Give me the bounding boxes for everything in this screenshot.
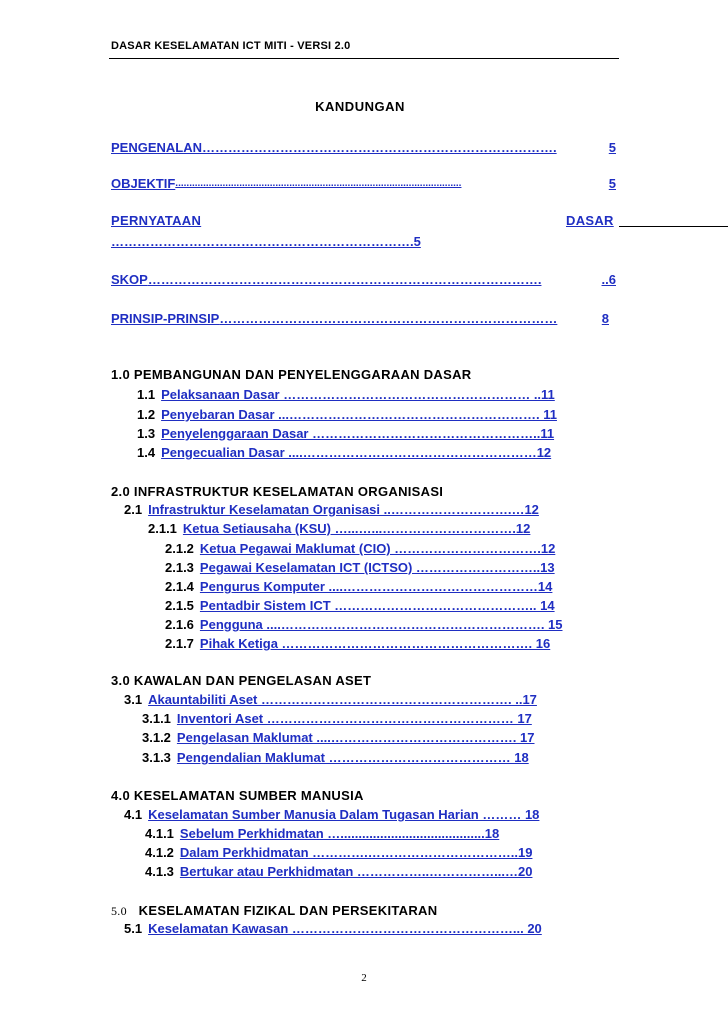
pernyataan-rule <box>619 226 728 227</box>
item-link[interactable]: Pentadbir Sistem ICT ……………………………………….. 14 <box>199 598 555 613</box>
item-link[interactable]: Pihak Ketiga …………………………………………………. 16 <box>199 636 551 651</box>
toc-entry-dots: …………………………………………………………………… <box>219 311 558 326</box>
item-link[interactable]: Dalam Perkhidmatan ………….……………………………..19 <box>179 845 533 860</box>
toc-entry-pernyataan-line2[interactable]: …………………………………………………………….5 <box>111 234 421 249</box>
section-heading-4 <box>111 788 364 803</box>
section-number: 3.0 <box>111 673 130 688</box>
item-number: 4.1 <box>124 807 143 822</box>
toc-item-4-1-2[interactable] <box>145 845 532 861</box>
toc-item-4-1-3[interactable] <box>145 864 532 880</box>
item-link[interactable]: Penyelenggaraan Dasar ……………………………………………..11 <box>161 426 555 441</box>
toc-entry-page: 5 <box>608 176 616 191</box>
item-number: 4.1.2 <box>145 845 174 860</box>
toc-entry-label: SKOP <box>111 272 148 287</box>
section-title: KESELAMATAN FIZIKAL DAN PERSEKITARAN <box>138 903 438 918</box>
toc-entry-objektif[interactable] <box>111 176 616 192</box>
section-title: KAWALAN DAN PENGELASAN ASET <box>133 673 372 688</box>
section-heading-2 <box>111 484 443 499</box>
section-number: 5.0 <box>111 904 127 918</box>
section-heading-1 <box>111 367 471 382</box>
toc-item-5-1[interactable] <box>124 921 542 937</box>
toc-entry-page: ..6 <box>601 272 616 287</box>
toc-entry-page: 5 <box>608 140 616 155</box>
section-heading-3 <box>111 673 371 688</box>
item-number: 2.1.5 <box>165 598 194 613</box>
toc-entry-pernyataan-left[interactable]: PERNYATAAN <box>111 213 202 228</box>
toc-item-3-1-1[interactable] <box>142 711 532 727</box>
item-number: 2.1.1 <box>148 521 177 536</box>
item-link[interactable]: Keselamatan Sumber Manusia Dalam Tugasan Harian ……… 18 <box>148 807 540 822</box>
section-heading-5 <box>111 903 437 919</box>
item-number: 2.1.7 <box>165 636 194 651</box>
toc-item-2-1-1[interactable] <box>148 521 530 537</box>
toc-entry-label: PRINSIP-PRINSIP <box>111 311 220 326</box>
toc-item-2-1-7[interactable] <box>165 636 550 652</box>
item-number: 5.1 <box>124 921 143 936</box>
item-number: 2.1.4 <box>165 579 194 594</box>
toc-item-2-1[interactable] <box>124 502 539 518</box>
toc-item-2-1-3[interactable] <box>165 560 555 576</box>
section-number: 4.0 <box>111 788 130 803</box>
toc-item-1-2[interactable] <box>137 407 557 423</box>
item-number: 1.2 <box>137 407 156 422</box>
item-link[interactable]: Pengecualian Dasar ....………………………………………………12 <box>161 445 552 460</box>
toc-entry-dots: ………………………………………………………………………. <box>202 140 557 155</box>
item-link[interactable]: Akauntabiliti Aset …………………………………………………. ..17 <box>148 692 537 707</box>
item-link[interactable]: Pelaksanaan Dasar ………………………………………………… ..11 <box>161 387 555 402</box>
item-number: 4.1.1 <box>145 826 174 841</box>
toc-item-1-4[interactable] <box>137 445 551 461</box>
toc-item-2-1-5[interactable] <box>165 598 555 614</box>
toc-item-3-1[interactable] <box>124 692 537 708</box>
document-header-title: DASAR KESELAMATAN ICT MITI - VERSI 2.0 <box>111 40 351 52</box>
item-number: 3.1.3 <box>142 750 171 765</box>
item-number: 2.1 <box>124 502 143 517</box>
item-number: 2.1.6 <box>165 617 194 632</box>
item-number: 3.1.1 <box>142 711 171 726</box>
toc-entry-prinsip[interactable] <box>111 311 609 327</box>
toc-entry-label: OBJEKTIF <box>111 176 176 191</box>
item-number: 3.1.2 <box>142 730 171 745</box>
item-link[interactable]: Infrastruktur Keselamatan Organisasi ..……………………….…12 <box>148 502 539 517</box>
item-link[interactable]: Bertukar atau Perkhidmatan ……………..……………...…20 <box>179 864 533 879</box>
item-link[interactable]: Sebelum Perkhidmatan …........................................18 <box>179 826 500 841</box>
item-number: 4.1.3 <box>145 864 174 879</box>
item-link[interactable]: Penyebaran Dasar ...…………………………………………………. 11 <box>161 407 557 422</box>
toc-entry-page: 8 <box>601 311 609 326</box>
item-link[interactable]: Ketua Pegawai Maklumat (CIO) …………………………….12 <box>199 541 556 556</box>
section-number: 2.0 <box>111 484 130 499</box>
item-number: 2.1.3 <box>165 560 194 575</box>
toc-item-4-1-1[interactable] <box>145 826 499 842</box>
item-link[interactable]: Inventori Aset ………………………………………………… 17 <box>176 711 532 726</box>
toc-item-1-3[interactable] <box>137 426 554 442</box>
section-title: KESELAMATAN SUMBER MANUSIA <box>133 788 364 803</box>
item-number: 3.1 <box>124 692 143 707</box>
section-title: PEMBANGUNAN DAN PENYELENGGARAAN DASAR <box>133 367 472 382</box>
item-number: 2.1.2 <box>165 541 194 556</box>
item-link[interactable]: Ketua Setiausaha (KSU) …...…...………………………….12 <box>182 521 531 536</box>
item-number: 1.4 <box>137 445 156 460</box>
toc-entry-dots: ………………………………………………………………………………. <box>147 272 542 287</box>
toc-entry-skop[interactable] <box>111 272 616 288</box>
header-divider <box>109 58 619 59</box>
toc-entry-dots: ....................................................................................................... <box>175 178 462 189</box>
toc-item-4-1[interactable] <box>124 807 539 823</box>
item-number: 1.3 <box>137 426 156 441</box>
toc-item-2-1-2[interactable] <box>165 541 555 557</box>
item-link[interactable]: Pegawai Keselamatan ICT (ICTSO) ………………………..13 <box>199 560 555 575</box>
toc-entry-label: PENGENALAN <box>111 140 203 155</box>
toc-item-3-1-3[interactable] <box>142 750 529 766</box>
toc-title-text: KANDUNGAN <box>315 99 405 114</box>
item-link[interactable]: Pengguna ....……………………………………………………. 15 <box>199 617 563 632</box>
item-link[interactable]: Pengurus Komputer ....………………………………………14 <box>199 579 553 594</box>
page-number: 2 <box>361 972 367 984</box>
item-link[interactable]: Pengelasan Maklumat ....……………………………………. 17 <box>176 730 535 745</box>
toc-entry-pengenalan[interactable] <box>111 140 616 156</box>
toc-item-2-1-4[interactable] <box>165 579 552 595</box>
section-title: INFRASTRUKTUR KESELAMATAN ORGANISASI <box>133 484 444 499</box>
item-number: 1.1 <box>137 387 156 402</box>
item-link[interactable]: Keselamatan Kawasan ……………………………………………... 20 <box>148 921 542 936</box>
toc-item-2-1-6[interactable] <box>165 617 563 633</box>
toc-item-1-1[interactable] <box>137 387 555 403</box>
toc-item-3-1-2[interactable] <box>142 730 535 746</box>
toc-title <box>0 99 728 114</box>
section-number: 1.0 <box>111 367 130 382</box>
toc-entry-pernyataan-right[interactable]: DASAR <box>566 213 614 228</box>
item-link[interactable]: Pengendalian Maklumat …………………………………… 18 <box>176 750 529 765</box>
